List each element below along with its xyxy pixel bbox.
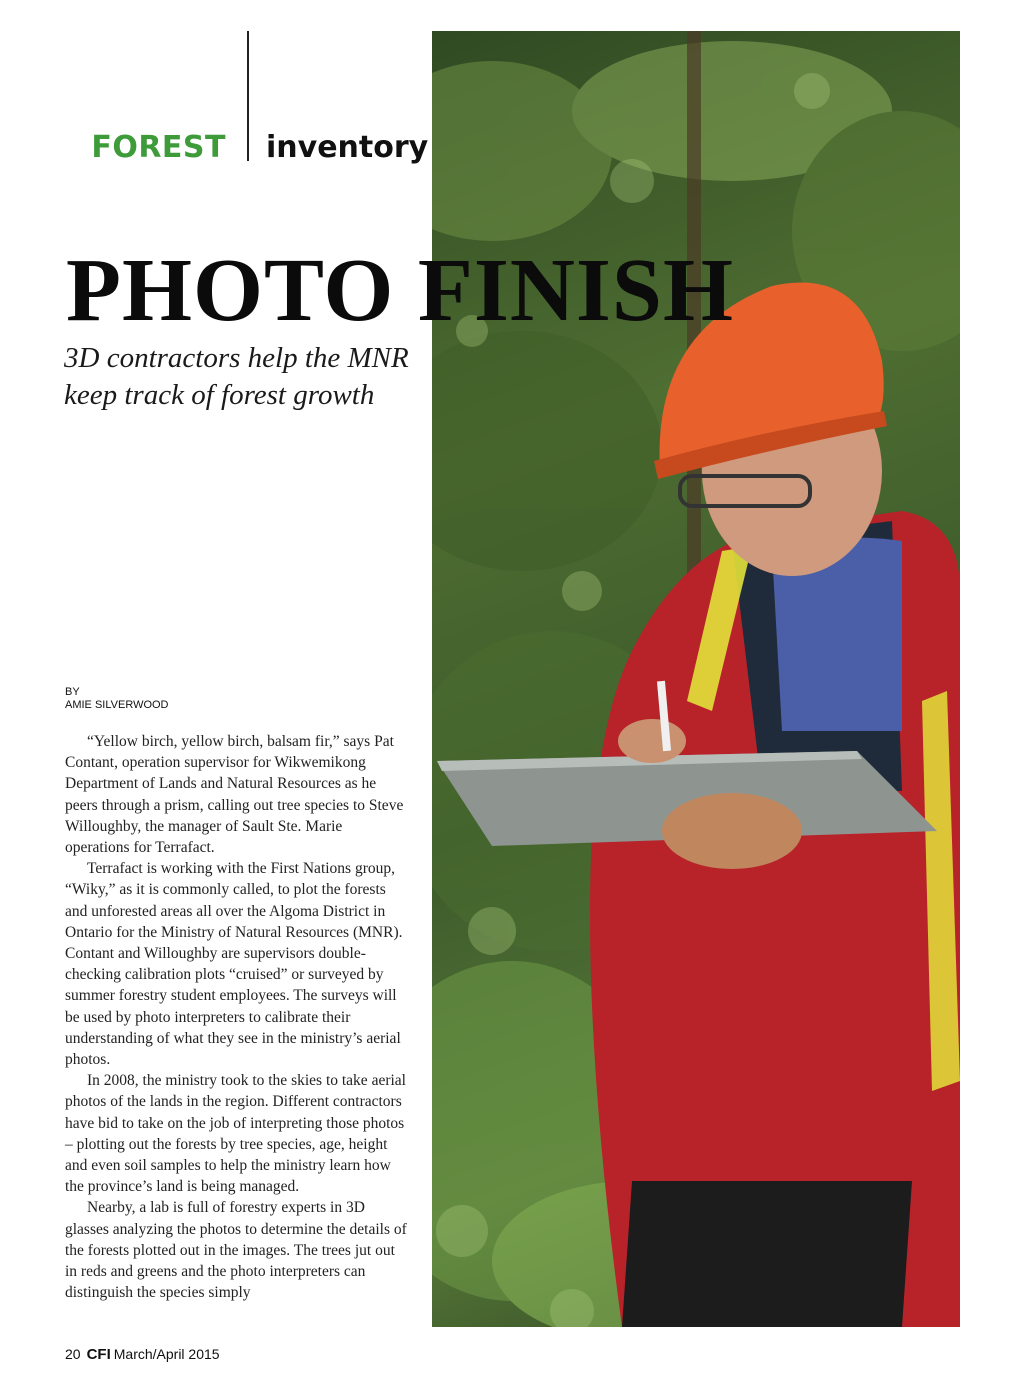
section-label-forest: FOREST: [91, 130, 226, 165]
body-paragraph: “Yellow birch, yellow birch, balsam fir,” says Pat Contant, operation supervisor for Wikwemikong Department of Lands and Natural Resources as he peers through a prism, calling out tree species to Steve Willoughby, the manager of Sault Ste. Marie operations for Terrafact.: [65, 733, 404, 857]
byline-prefix: BY: [65, 686, 80, 698]
issue-date: March/April 2015: [113, 1346, 220, 1362]
dek-subtitle: 3D contractors help the MNR keep track of forest growth: [64, 342, 409, 411]
body-paragraph: In 2008, the ministry took to the skies to take aerial photos of the lands in the region. Different contractors have bid to take on the job of interpreting those photos – plotting out the forests by tree species, age, height and even soil samples to help the ministry learn how the province’s land is being managed.: [65, 1072, 406, 1196]
forester-photo-illustration: [432, 31, 960, 1327]
byline-author: AMIE SILVERWOOD: [65, 699, 169, 711]
headline: PHOTO FINISH: [66, 241, 734, 340]
cover-photo: [432, 31, 960, 1327]
page-footer: [65, 1346, 220, 1363]
section-divider: [247, 31, 249, 161]
article-body: [65, 731, 408, 1303]
byline: [65, 686, 169, 712]
section-label-inventory: inventory: [266, 130, 429, 165]
magazine-brand: CFI: [86, 1346, 111, 1363]
body-paragraph: Nearby, a lab is full of forestry experts in 3D glasses analyzing the photos to determine the details of the forests plotted out in the images. The trees jut out in reds and greens and the photo interpreters can distinguish the species simply: [65, 1199, 407, 1302]
page-number: 20: [65, 1346, 81, 1362]
body-paragraph: Terrafact is working with the First Nations group, “Wiky,” as it is commonly called, to plot the forests and unforested areas all over the Algoma District in Ontario for the Ministry of Natural Resources (MNR). Contant and Willoughby are supervisors double-checking calibration plots “cruised” or surveyed by summer forestry student employees. The surveys will be used by photo interpreters to calibrate their understanding of what they see in the ministry’s aerial photos.: [65, 860, 403, 1069]
